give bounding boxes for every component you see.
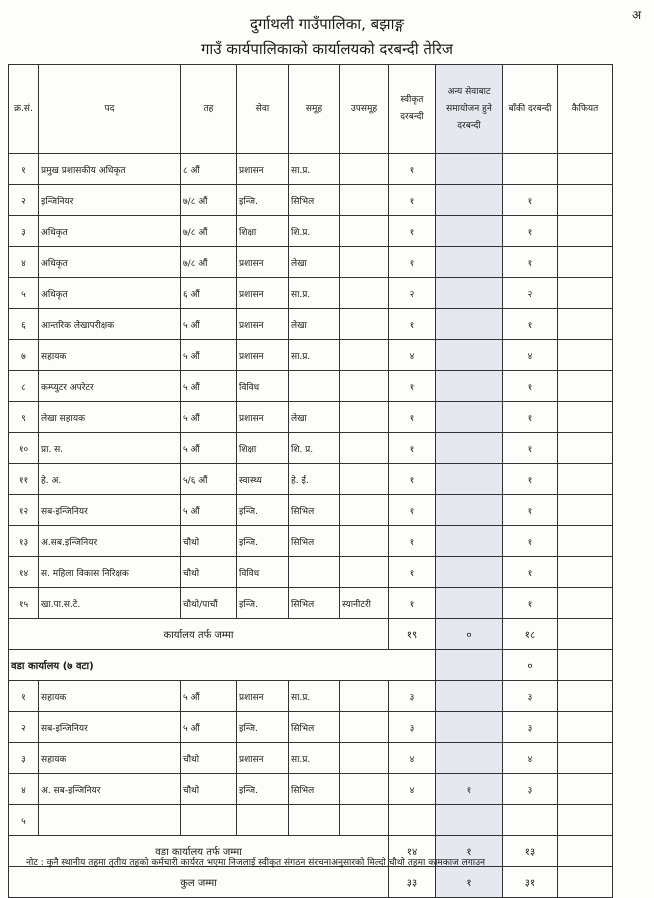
cell-adjusted xyxy=(436,154,503,185)
cell-approved: २ xyxy=(389,278,436,309)
cell-level: ६ औं xyxy=(181,278,237,309)
cell-service: प्रशासन xyxy=(237,278,289,309)
cell-remarks xyxy=(558,774,613,805)
cell-remaining: १ xyxy=(503,557,558,588)
total-label: वडा कार्यालय तर्फ जम्मा xyxy=(9,836,389,867)
cell-remaining: १ xyxy=(503,495,558,526)
cell-remaining: ४ xyxy=(503,743,558,774)
cell-level: ५/६ औं xyxy=(181,464,237,495)
cell-sn: ११ xyxy=(9,464,39,495)
cell-group: सा.प्र. xyxy=(289,340,340,371)
cell-subgroup xyxy=(340,154,389,185)
cell-group: सा.प्र. xyxy=(289,154,340,185)
cell-adjusted xyxy=(436,712,503,743)
total-remaining: ३१ xyxy=(503,867,558,898)
cell-subgroup xyxy=(340,526,389,557)
cell-sn: १२ xyxy=(9,495,39,526)
cell-group: लेखा xyxy=(289,402,340,433)
cell-subgroup xyxy=(340,433,389,464)
cell-adjusted xyxy=(436,433,503,464)
office-row xyxy=(9,278,613,309)
cell-remarks xyxy=(558,712,613,743)
cell-group: शि. प्र. xyxy=(289,433,340,464)
header-sn: क्र.सं. xyxy=(9,65,39,154)
cell-post: खा.पा.स.टे. xyxy=(39,588,181,619)
cell-remaining: १ xyxy=(503,588,558,619)
cell-remaining: ३ xyxy=(503,712,558,743)
cell-subgroup xyxy=(340,216,389,247)
header-service: सेवा xyxy=(237,65,289,154)
cell-approved xyxy=(389,805,436,836)
cell-subgroup xyxy=(340,278,389,309)
cell-post: सब-इन्जिनियर xyxy=(39,712,181,743)
cell-level: चौथो xyxy=(181,743,237,774)
cell-service xyxy=(237,805,289,836)
office-row xyxy=(9,340,613,371)
cell-sn: १४ xyxy=(9,557,39,588)
cell-subgroup xyxy=(340,309,389,340)
cell-post: प्रमुख प्रशासकीय अधिकृत xyxy=(39,154,181,185)
cell-service: शिक्षा xyxy=(237,433,289,464)
cell-remaining: १ xyxy=(503,216,558,247)
cell-post: सहायक xyxy=(39,681,181,712)
cell-service: इन्जि. xyxy=(237,185,289,216)
cell-approved: ४ xyxy=(389,743,436,774)
office-row xyxy=(9,216,613,247)
cell-subgroup xyxy=(340,185,389,216)
cell-post: इन्जिनियर xyxy=(39,185,181,216)
cell-remaining: १ xyxy=(503,433,558,464)
cell-post: लेखा सहायक xyxy=(39,402,181,433)
cell-adjusted xyxy=(436,309,503,340)
cell-post xyxy=(39,805,181,836)
cell-post: अ.सब.इन्जिनियर xyxy=(39,526,181,557)
cell-post: हे. अ. xyxy=(39,464,181,495)
cell-service: शिक्षा xyxy=(237,216,289,247)
cell-approved: १ xyxy=(389,309,436,340)
cell-remarks xyxy=(558,588,613,619)
cell-remaining: ४ xyxy=(503,340,558,371)
cell-remaining xyxy=(503,805,558,836)
cell-approved: १ xyxy=(389,402,436,433)
cell-level: ५ औं xyxy=(181,681,237,712)
cell-post: आन्तरिक लेखापरीक्षक xyxy=(39,309,181,340)
cell-sn: ५ xyxy=(9,805,39,836)
document-title: गाउँ कार्यपालिकाको कार्यालयको दरबन्दी तेरिज xyxy=(200,40,454,58)
cell-service: इन्जि. xyxy=(237,712,289,743)
cell-approved: १ xyxy=(389,371,436,402)
cell-remarks xyxy=(558,495,613,526)
cell-level: ५ औं xyxy=(181,402,237,433)
cell-adjusted xyxy=(436,805,503,836)
cell-adjusted xyxy=(436,340,503,371)
cell-group xyxy=(289,557,340,588)
cell-service: प्रशासन xyxy=(237,247,289,278)
header-adjusted: अन्य सेवाबाट समायोजन हुने दरबन्दी xyxy=(436,65,503,154)
total-approved: १९ xyxy=(389,619,436,650)
cell-service: इन्जि. xyxy=(237,526,289,557)
cell-adjusted xyxy=(436,495,503,526)
cell-subgroup xyxy=(340,247,389,278)
cell-adjusted xyxy=(436,247,503,278)
cell-level: ५ औं xyxy=(181,495,237,526)
cell-approved: १ xyxy=(389,433,436,464)
cell-remaining: १ xyxy=(503,464,558,495)
cell-sn: ५ xyxy=(9,278,39,309)
cell-remaining xyxy=(503,154,558,185)
cell-remaining: १ xyxy=(503,247,558,278)
footnote: नोट : कुनै स्थानीय तहमा तृतीय तहको कर्मचारी कार्यरत भएमा निजलाई स्वीकृत संगठन संरचनाअनुसारको मिल्दो चौथो तहमा कामकाज लगाउन xyxy=(26,858,486,868)
header-subgroup: उपसमूह xyxy=(340,65,389,154)
cell-approved: १ xyxy=(389,216,436,247)
cell-level: ५ औं xyxy=(181,309,237,340)
ward-heading-label: वडा कार्यालय (७ वटा) xyxy=(9,650,436,681)
cell-post: अधिकृत xyxy=(39,216,181,247)
cell-remaining: १ xyxy=(503,402,558,433)
cell-remarks xyxy=(558,185,613,216)
cell-level: ७/८ औं xyxy=(181,247,237,278)
cell-group: सिभिल xyxy=(289,588,340,619)
office-row xyxy=(9,495,613,526)
cell-service: प्रशासन xyxy=(237,154,289,185)
cell-group: सा.प्र. xyxy=(289,743,340,774)
cell-approved: १ xyxy=(389,526,436,557)
cell-sn: ३ xyxy=(9,743,39,774)
cell-level: चौथो xyxy=(181,526,237,557)
cell-adjusted xyxy=(436,526,503,557)
header-group: समूह xyxy=(289,65,340,154)
cell-group: सिभिल xyxy=(289,712,340,743)
cell-remarks xyxy=(558,805,613,836)
office-row xyxy=(9,588,613,619)
cell-remaining: १ xyxy=(503,309,558,340)
cell-adjusted xyxy=(436,278,503,309)
ward-heading-remaining: ० xyxy=(503,650,558,681)
cell-remarks xyxy=(558,278,613,309)
cell-remarks xyxy=(558,309,613,340)
cell-subgroup xyxy=(340,681,389,712)
cell-service: प्रशासन xyxy=(237,681,289,712)
cell-sn: २ xyxy=(9,185,39,216)
cell-remarks xyxy=(558,557,613,588)
cell-adjusted xyxy=(436,681,503,712)
ward-row xyxy=(9,805,613,836)
cell-approved: १ xyxy=(389,247,436,278)
cell-approved: १ xyxy=(389,588,436,619)
cell-service: इन्जि. xyxy=(237,774,289,805)
cell-subgroup xyxy=(340,340,389,371)
cell-group: लेखा xyxy=(289,247,340,278)
office-row xyxy=(9,154,613,185)
total-approved: १४ xyxy=(389,836,436,867)
total-remaining: १८ xyxy=(503,619,558,650)
cell-level: ५ औं xyxy=(181,371,237,402)
cell-service: प्रशासन xyxy=(237,340,289,371)
total-adjusted: १ xyxy=(436,836,503,867)
cell-adjusted xyxy=(436,588,503,619)
total-adjusted: ० xyxy=(436,619,503,650)
cell-remarks xyxy=(558,247,613,278)
table-body xyxy=(9,154,613,898)
cell-subgroup xyxy=(340,557,389,588)
cell-remarks xyxy=(558,743,613,774)
cell-level: चौथो xyxy=(181,774,237,805)
cell-service: प्रशासन xyxy=(237,309,289,340)
cell-group: लेखा xyxy=(289,309,340,340)
cell-approved: ३ xyxy=(389,681,436,712)
cell-service: प्रशासन xyxy=(237,743,289,774)
cell-approved: ३ xyxy=(389,712,436,743)
total-label: कार्यालय तर्फ जम्मा xyxy=(9,619,389,650)
office-row xyxy=(9,185,613,216)
cell-subgroup xyxy=(340,495,389,526)
cell-remarks xyxy=(558,681,613,712)
cell-level: ७/८ औं xyxy=(181,216,237,247)
cell-service: विविध xyxy=(237,371,289,402)
cell-post: अ. सब-इन्जिनियर xyxy=(39,774,181,805)
cell-adjusted xyxy=(436,185,503,216)
page-corner-mark: अ xyxy=(632,8,642,22)
cell-subgroup xyxy=(340,805,389,836)
cell-approved: ४ xyxy=(389,774,436,805)
cell-sn: ३ xyxy=(9,216,39,247)
cell-sn: १० xyxy=(9,433,39,464)
ward-section-heading xyxy=(9,650,613,681)
cell-sn: १ xyxy=(9,681,39,712)
cell-group xyxy=(289,805,340,836)
cell-adjusted xyxy=(436,216,503,247)
table-header-row xyxy=(9,65,613,154)
office-row xyxy=(9,371,613,402)
ward-row xyxy=(9,712,613,743)
cell-remaining: २ xyxy=(503,278,558,309)
cell-post: कम्प्युटर अपरेटर xyxy=(39,371,181,402)
cell-subgroup xyxy=(340,464,389,495)
ward-row xyxy=(9,743,613,774)
cell-level xyxy=(181,805,237,836)
cell-subgroup xyxy=(340,743,389,774)
cell-service: विविध xyxy=(237,557,289,588)
cell-adjusted xyxy=(436,743,503,774)
cell-post: सहायक xyxy=(39,743,181,774)
cell-group: सा.प्र. xyxy=(289,681,340,712)
cell-post: प्रा. स. xyxy=(39,433,181,464)
cell-adjusted: १ xyxy=(436,774,503,805)
cell-subgroup xyxy=(340,774,389,805)
cell-approved: १ xyxy=(389,185,436,216)
header-remaining: बाँकी दरबन्दी xyxy=(503,65,558,154)
cell-group: सा.प्र. xyxy=(289,278,340,309)
cell-sn: ९ xyxy=(9,402,39,433)
cell-subgroup xyxy=(340,712,389,743)
staffing-table xyxy=(8,64,613,898)
office-row xyxy=(9,402,613,433)
cell-level: ५ औं xyxy=(181,712,237,743)
cell-remarks xyxy=(558,402,613,433)
cell-service: इन्जि. xyxy=(237,495,289,526)
cell-subgroup xyxy=(340,371,389,402)
total-adjusted: १ xyxy=(436,867,503,898)
office-total-row xyxy=(9,619,613,650)
cell-service: इन्जि. xyxy=(237,588,289,619)
cell-sn: १५ xyxy=(9,588,39,619)
header-approved: स्वीकृत दरबन्दी xyxy=(389,65,436,154)
cell-remarks xyxy=(558,433,613,464)
cell-remaining: १ xyxy=(503,371,558,402)
total-label: कुल जम्मा xyxy=(9,867,389,898)
cell-service: प्रशासन xyxy=(237,402,289,433)
cell-adjusted xyxy=(436,402,503,433)
cell-remarks xyxy=(558,154,613,185)
cell-remarks xyxy=(558,340,613,371)
cell-post: अधिकृत xyxy=(39,278,181,309)
cell-adjusted xyxy=(436,557,503,588)
office-row xyxy=(9,247,613,278)
cell-remaining: १ xyxy=(503,526,558,557)
ward-heading-adjusted xyxy=(436,650,503,681)
header-post: पद xyxy=(39,65,181,154)
cell-adjusted xyxy=(436,464,503,495)
cell-approved: १ xyxy=(389,495,436,526)
cell-remarks xyxy=(558,464,613,495)
cell-level: ७/८ औं xyxy=(181,185,237,216)
cell-level: ५ औं xyxy=(181,433,237,464)
cell-remaining: १ xyxy=(503,185,558,216)
office-row xyxy=(9,557,613,588)
cell-remarks xyxy=(558,371,613,402)
cell-post: सहायक xyxy=(39,340,181,371)
cell-sn: ४ xyxy=(9,247,39,278)
cell-group: शि.प्र. xyxy=(289,216,340,247)
cell-sn: ८ xyxy=(9,371,39,402)
cell-sn: २ xyxy=(9,712,39,743)
total-remaining: १३ xyxy=(503,836,558,867)
total-approved: ३३ xyxy=(389,867,436,898)
cell-approved: १ xyxy=(389,557,436,588)
cell-sn: १३ xyxy=(9,526,39,557)
cell-sn: ७ xyxy=(9,340,39,371)
cell-approved: १ xyxy=(389,154,436,185)
cell-post: अधिकृत xyxy=(39,247,181,278)
cell-remaining: ३ xyxy=(503,681,558,712)
cell-sn: ४ xyxy=(9,774,39,805)
cell-subgroup: स्यानीटरी xyxy=(340,588,389,619)
cell-group: सिभिल xyxy=(289,526,340,557)
office-row xyxy=(9,464,613,495)
cell-level: चौथो/पाचौं xyxy=(181,588,237,619)
cell-sn: १ xyxy=(9,154,39,185)
ward-row xyxy=(9,681,613,712)
header-remarks: कैफियत xyxy=(558,65,613,154)
header-level: तह xyxy=(181,65,237,154)
cell-sn: ६ xyxy=(9,309,39,340)
cell-level: ५ औं xyxy=(181,340,237,371)
grand-total-row xyxy=(9,867,613,898)
ward-heading-remarks xyxy=(558,650,613,681)
municipality-title: दुर्गाथली गाउँपालिका, बझाङ्ग xyxy=(250,15,404,33)
cell-level: ८ औं xyxy=(181,154,237,185)
cell-service: स्वास्थ्य xyxy=(237,464,289,495)
cell-post: सब-इन्जिनियर xyxy=(39,495,181,526)
cell-group: सिभिल xyxy=(289,185,340,216)
cell-subgroup xyxy=(340,402,389,433)
cell-remarks xyxy=(558,526,613,557)
cell-group: सिभिल xyxy=(289,774,340,805)
cell-approved: १ xyxy=(389,464,436,495)
cell-group: हे. ई. xyxy=(289,464,340,495)
cell-remaining: ३ xyxy=(503,774,558,805)
office-row xyxy=(9,526,613,557)
cell-post: स. महिला विकास निरिक्षक xyxy=(39,557,181,588)
cell-level: चौथो xyxy=(181,557,237,588)
office-row xyxy=(9,433,613,464)
total-remarks xyxy=(558,867,613,898)
total-remarks xyxy=(558,619,613,650)
cell-approved: ४ xyxy=(389,340,436,371)
cell-group xyxy=(289,371,340,402)
cell-group: सिभिल xyxy=(289,495,340,526)
ward-row xyxy=(9,774,613,805)
office-row xyxy=(9,309,613,340)
cell-adjusted xyxy=(436,371,503,402)
total-remarks xyxy=(558,836,613,867)
cell-remarks xyxy=(558,216,613,247)
